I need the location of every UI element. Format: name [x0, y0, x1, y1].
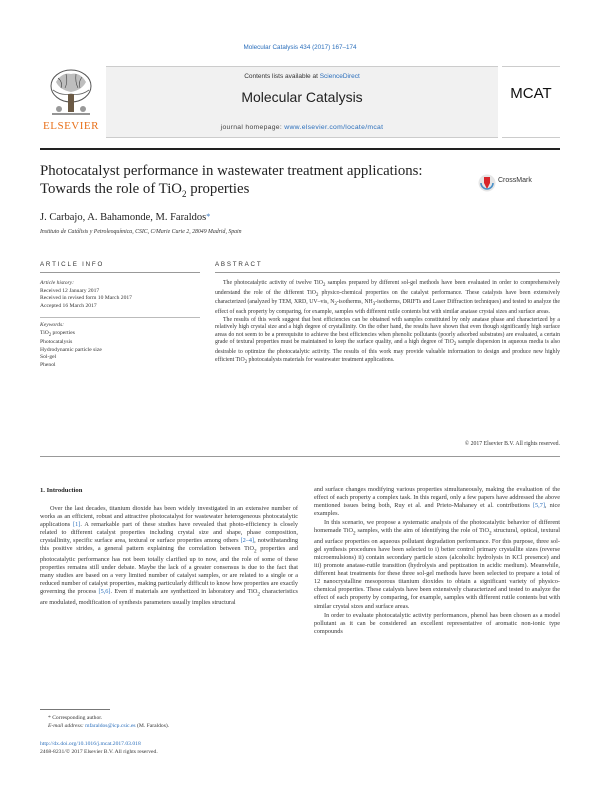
abstract-heading: ABSTRACT	[215, 261, 263, 268]
journal-cover-thumbnail[interactable]	[502, 66, 560, 138]
abstract-bottom-divider	[40, 456, 560, 457]
section-heading: 1. Introduction	[40, 487, 83, 494]
article-history: Article history: Received 12 January 2017 Received in revised form 10 March 2017 Accepted 16 March 2017	[40, 280, 132, 309]
body-paragraph: Over the last decades, titanium dioxide has been widely investigated in an extensive number of works as an efficient, robust and attractive photocatalyst for wastewater heterogeneous photocatalytic applications [1]. A remarkable part of these studies have revealed that photo-efficiency is closely related to different catalyst properties including crystal size and shape, phase composition, crystallinity, specific surface area, textural or surface properties among others [2–4], notwithstanding this positive strides, a general pattern explaining the correlation between TiO$_2$ properties and photocatalytic performance has not been totally clarified up to now, and the role of some of these properties remains still under debate. Maybe the lack of a greater consensus is due to the fact that many studies are based on a very limited number of catalyst samples, or are related to a single or a reduced number of catalyst properties, making particularly difficult to know how properties are exactly governing the process [5,6]. Even if materials are synthetized in laboratory and TiO$_2$ characteristics are modulated, modification of synthesis parameters usually implies structural	[40, 505, 299, 606]
elsevier-wordmark: ELSEVIER	[43, 120, 99, 132]
crossmark-label: CrossMark	[498, 177, 532, 184]
keyword-item: Photocatalysis	[40, 339, 73, 346]
keyword-item: Phenol	[40, 362, 56, 369]
abstract-text	[215, 280, 560, 366]
journal-masthead	[40, 66, 560, 138]
doi-link[interactable]: http://dx.doi.org/10.1016/j.mcat.2017.03.018	[40, 741, 141, 747]
crossmark-icon	[478, 174, 496, 192]
abstract-paragraph: The photocatalytic activity of twelve TiO$_2$ samples prepared by different sol-gel methods have been evaluated in order to comprehensively understand the role of the different TiO$_2$ physico-chemical properties on the catalyst performance. These catalysts have been extensively characterized (analyzed by TEM, XRD, UV–vis, $N_2$-isotherms, $NH_3$-isotherms, DRIFTs and Laser Diffraction techniques) and tested to analyze the effect of each property by comparing, for example, samples with different rutile contents but with similar anatase crystal sizes and surface areas.	[215, 280, 561, 316]
doi-block	[40, 740, 298, 756]
reference-link[interactable]: [2–4]	[240, 537, 255, 545]
reference-link[interactable]: [1]	[73, 521, 81, 529]
footnote-divider	[40, 709, 110, 710]
article-info-heading: ARTICLE INFO	[40, 261, 105, 268]
reference-link[interactable]: [5,6]	[98, 588, 111, 596]
crossmark-badge[interactable]	[478, 174, 558, 192]
body-paragraph: In order to evaluate photocatalytic activity performances, phenol has been chosen as a model pollutant as it can be considered an excellent representative of aromatic non-ionic type compounds	[314, 611, 560, 635]
issn-line: 2468-8231/© 2017 Elsevier B.V. All rights reserved.	[40, 749, 158, 755]
reference-link[interactable]: [5,7]	[532, 502, 545, 510]
author-affiliation: Instituto de Catálisis y Petroleoquímica, CSIC, C/Marie Curie 2, 28049 Madrid, Spain	[40, 229, 242, 235]
body-paragraph: In this scenario, we propose a systematic analysis of the photocatalytic behavior of different homemade TiO$_2$ samples, with the aim of identifying the role of TiO$_2$ structural, optical, textural and surface properties on aqueous pollutant degradation performance. For this purpose, three sol-gel synthesis procedures have been selected to i) better control primary crystallite sizes (reverse microemulsions) ii) contain secondary particle sizes (alcoholic hydrolysis in KCl presence) and iii) promote anatase-rutile transition (hydrolysis and peptization in acidic medium). Meanwhile, different heat treatments for these three sol-gel methods have been selected to prepare a total of 12 nanocrystalline mesoporous titanium dioxides to obtain a significant variety of physico-chemical properties. These catalysts have been extensively characterized and tested to analyze the effect of each property by comparing, for example, samples with different rutile contents but with similar crystal sizes and surface areas.	[314, 519, 561, 610]
keyword-item: TiO$_2$ properties	[40, 329, 75, 338]
journal-title-box	[106, 66, 498, 138]
author-email-link[interactable]: mfaraldos@icp.csic.es	[85, 723, 136, 729]
corresponding-author-mark[interactable]: *	[206, 212, 211, 221]
journal-name: Molecular Catalysis	[241, 89, 363, 105]
journal-citation[interactable]: Molecular Catalysis 434 (2017) 167–174	[243, 44, 357, 51]
contents-line: Contents lists available at ScienceDirect	[244, 73, 360, 80]
journal-abbreviation: MCAT	[510, 85, 552, 102]
body-column-left	[40, 505, 298, 608]
keyword-list: Keywords: TiO$_2$ properties Photocatalysis Hydrodynamic particle size Sol-gel Phenol	[40, 322, 200, 370]
history-divider	[40, 317, 200, 318]
body-column-right	[314, 486, 560, 637]
elsevier-tree-icon	[48, 68, 94, 118]
sciencedirect-link[interactable]: ScienceDirect	[319, 73, 360, 80]
corresponding-author-footnote: * Corresponding author. E-mail address: mfaraldos@icp.csic.es (M. Faraldos).	[48, 715, 170, 729]
abstract-paragraph: The results of this work suggest that best efficiencies can be obtained with samples constituted by only anatase phase and characterized by a relatively high crystal size and a high degree of crystallinity. On the other hand, the results have shown that even though significantly high surface areas do not seem to be a prerequisite to achieve the best efficiencies when phenolic pollutants (poorly adsorbed substrates) are evaluated, a certain grade of textural properties must be maintained to keep the surface quality, and a high degree of TiO$_2$ sample dispersion in aqueous media is also desirable to optimize the photocatalytic activity. The results of this work may provide valuable information to design and produce new highly efficient TiO$_2$ photocatalysts materials for wastewater treatment applications.	[215, 316, 560, 365]
keyword-item: Hydrodynamic particle size	[40, 346, 102, 353]
abstract-copyright: © 2017 Elsevier B.V. All rights reserved.	[464, 441, 560, 447]
body-paragraph: and surface changes modifying various properties simultaneously, making the evaluation of the effect of each property a complex task. In this regard, only a few papers have addressed the above mentioned issues being both, Ruy et al. and Prieto-Mahaney et al. contributions [5,7], nice examples.	[314, 486, 560, 518]
keyword-item: Sol-gel	[40, 354, 57, 361]
elsevier-logo[interactable]	[40, 66, 102, 138]
homepage-link[interactable]: www.elsevier.com/locate/mcat	[284, 124, 384, 131]
article-info-divider	[40, 272, 200, 273]
abstract-divider	[215, 272, 560, 273]
article-title: Photocatalyst performance in wastewater treatment applications: Towards the role of TiO$_2$ properties	[40, 163, 423, 199]
author-list: J. Carbajo, A. Bahamonde, M. Faraldos*	[40, 212, 211, 223]
journal-homepage: journal homepage: www.elsevier.com/locate/mcat	[220, 124, 384, 131]
header-divider	[40, 148, 560, 150]
